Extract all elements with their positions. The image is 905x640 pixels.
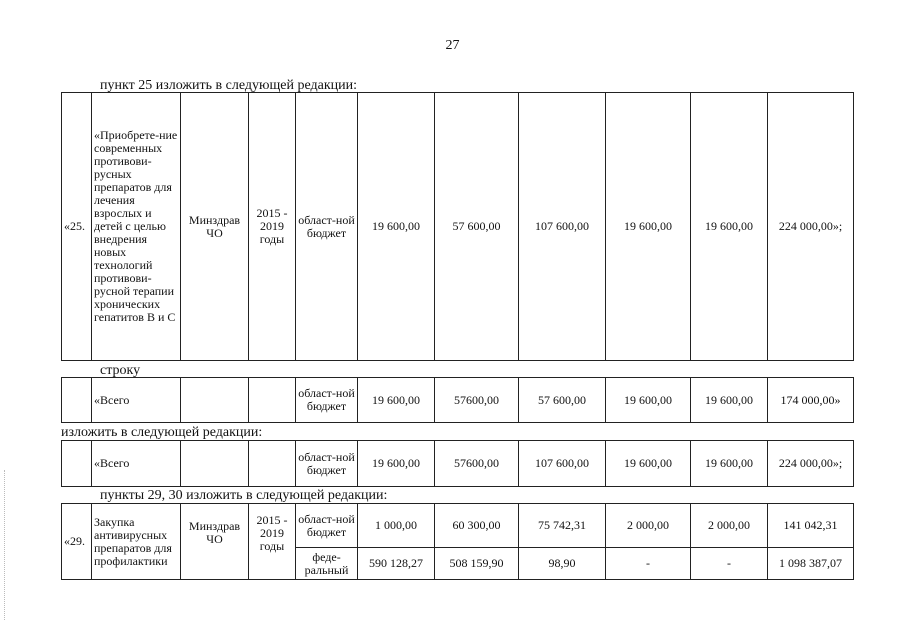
value-2017: 57 600,00	[519, 378, 606, 423]
value-2019: 19 600,00	[691, 441, 768, 487]
value-2015: 19 600,00	[358, 441, 435, 487]
caption-points-29-30: пункты 29, 30 изложить в следующей редакции:	[100, 488, 388, 503]
value-2016: 57 600,00	[435, 93, 519, 361]
period	[249, 378, 296, 423]
page-number: 27	[445, 38, 460, 53]
funding-source: област-ной бюджет	[296, 378, 358, 423]
value-total: 224 000,00»;	[768, 441, 854, 487]
value-2019: 19 600,00	[691, 93, 768, 361]
executor: Минздрав ЧО	[181, 93, 249, 361]
value-2017: 75 742,31	[519, 504, 606, 548]
value-2019: 19 600,00	[691, 378, 768, 423]
table-total-new	[61, 440, 854, 487]
value-2019: 2 000,00	[691, 504, 768, 548]
value-total: 174 000,00»	[768, 378, 854, 423]
event-name: «Всего	[92, 441, 181, 487]
value-2018: 19 600,00	[606, 441, 691, 487]
period	[249, 441, 296, 487]
executor: Минздрав ЧО	[181, 504, 249, 580]
funding-source: област-ной бюджет	[296, 441, 358, 487]
event-name: «Приобрете-ние современных противови-русных препаратов для лечения взрослых и детей с целью внедрения новых технологий противови-русной терапии хронических гепатитов В и С	[92, 93, 181, 361]
value-2015: 19 600,00	[358, 378, 435, 423]
value-2019: -	[691, 548, 768, 580]
value-2015: 1 000,00	[358, 504, 435, 548]
row-number	[62, 378, 92, 423]
value-total: 1 098 387,07	[768, 548, 854, 580]
value-2016: 60 300,00	[435, 504, 519, 548]
table-row-29	[61, 503, 854, 580]
value-2016: 57600,00	[435, 378, 519, 423]
value-2017: 107 600,00	[519, 441, 606, 487]
funding-source: област-ной бюджет	[296, 93, 358, 361]
value-2015: 19 600,00	[358, 93, 435, 361]
value-total: 224 000,00»;	[768, 93, 854, 361]
row-number	[62, 441, 92, 487]
value-2016: 57600,00	[435, 441, 519, 487]
scan-edge-line	[4, 470, 6, 620]
funding-source: област-ной бюджет	[296, 504, 358, 548]
value-total: 141 042,31	[768, 504, 854, 548]
value-2018: 19 600,00	[606, 93, 691, 361]
table-row-25	[61, 92, 854, 361]
event-name: «Всего	[92, 378, 181, 423]
period: 2015 - 2019 годы	[249, 93, 296, 361]
value-2018: -	[606, 548, 691, 580]
period: 2015 - 2019 годы	[249, 504, 296, 580]
table-total-old	[61, 377, 854, 423]
caption-row: строку	[100, 363, 141, 378]
funding-source: феде-ральный	[296, 548, 358, 580]
value-2016: 508 159,90	[435, 548, 519, 580]
caption-new-edition: изложить в следующей редакции:	[61, 425, 263, 440]
event-name: Закупка антивирусных препаратов для профилактики	[92, 504, 181, 580]
value-2017: 98,90	[519, 548, 606, 580]
value-2018: 2 000,00	[606, 504, 691, 548]
value-2015: 590 128,27	[358, 548, 435, 580]
caption-point-25: пункт 25 изложить в следующей редакции:	[100, 78, 357, 93]
value-2018: 19 600,00	[606, 378, 691, 423]
executor	[181, 441, 249, 487]
executor	[181, 378, 249, 423]
row-number: «25.	[62, 93, 92, 361]
row-number: «29.	[62, 504, 92, 580]
value-2017: 107 600,00	[519, 93, 606, 361]
